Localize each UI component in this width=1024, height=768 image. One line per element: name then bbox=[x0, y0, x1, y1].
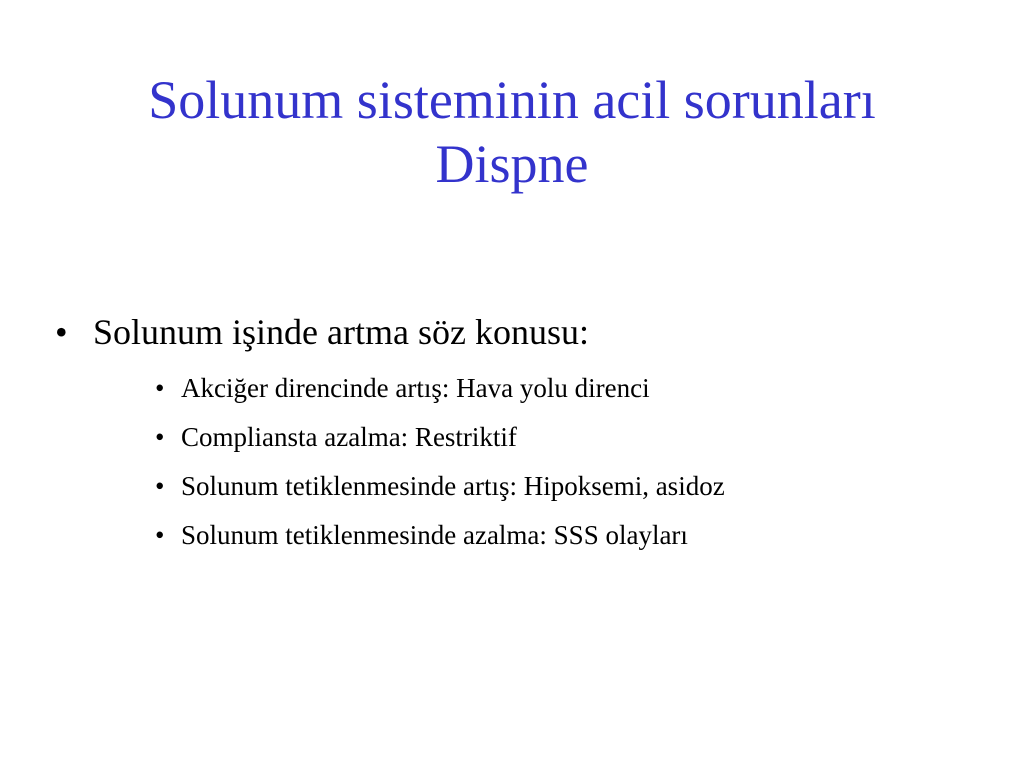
sub-bullet-item bbox=[155, 470, 725, 502]
sub-bullet-text: Akciğer direncinde artış: Hava yolu direnci bbox=[181, 373, 650, 403]
title-line-1: Solunum sisteminin acil sorunları bbox=[148, 70, 876, 130]
bullet-icon: • bbox=[155, 422, 165, 452]
main-bullet-text: Solunum işinde artma söz konusu: bbox=[93, 312, 589, 352]
bullet-icon: • bbox=[155, 520, 165, 550]
sub-bullet-list bbox=[155, 372, 725, 568]
sub-bullet-text: Compliansta azalma: Restriktif bbox=[181, 422, 517, 452]
title-line-2: Dispne bbox=[435, 134, 589, 194]
slide-title bbox=[0, 68, 1024, 196]
bullet-icon: • bbox=[155, 471, 165, 501]
sub-bullet-text: Solunum tetiklenmesinde azalma: SSS olayları bbox=[181, 520, 688, 550]
sub-bullet-item bbox=[155, 372, 725, 404]
main-bullet bbox=[55, 310, 589, 354]
sub-bullet-item bbox=[155, 519, 725, 551]
sub-bullet-item bbox=[155, 421, 725, 453]
bullet-icon: • bbox=[155, 373, 165, 403]
bullet-icon: • bbox=[55, 312, 68, 352]
sub-bullet-text: Solunum tetiklenmesinde artış: Hipoksemi, asidoz bbox=[181, 471, 725, 501]
